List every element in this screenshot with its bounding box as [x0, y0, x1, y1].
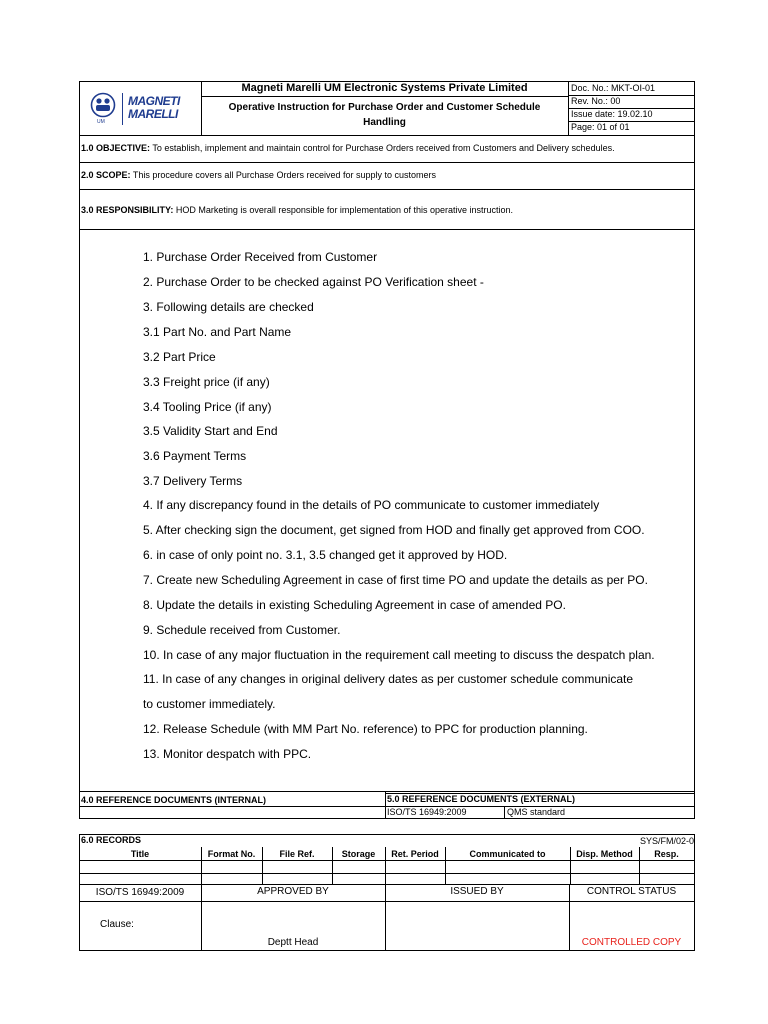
logo-marelli-text: MARELLI	[128, 107, 178, 121]
procedure-step: 12. Release Schedule (with MM Part No. reference) to PPC for production planning.	[143, 722, 588, 736]
procedure-step: 3.4 Tooling Price (if any)	[143, 400, 272, 414]
footer-control-status: CONTROL STATUS	[586, 886, 677, 897]
responsibility-label: 3.0 RESPONSIBILITY:	[81, 205, 174, 215]
procedure-step: 3. Following details are checked	[143, 300, 314, 314]
company-name: Magneti Marelli UM Electronic Systems Private Limited	[241, 82, 528, 94]
records-title: 6.0 RECORDS	[81, 835, 142, 845]
records-column-disp-method: Disp. Method	[576, 849, 633, 859]
procedure-step: 8. Update the details in existing Scheduling Agreement in case of amended PO.	[143, 598, 566, 612]
reference-external-item: ISO/TS 16949:2009	[387, 807, 467, 817]
footer-issued-by: ISSUED BY	[450, 886, 504, 897]
procedure-step: 2. Purchase Order to be checked against PO Verification sheet -	[143, 275, 484, 289]
um-logo-icon	[90, 92, 116, 118]
document-title-line2: Handling	[363, 117, 406, 128]
reference-internal-title: 4.0 REFERENCE DOCUMENTS (INTERNAL)	[81, 795, 267, 805]
procedure-step: 3.7 Delivery Terms	[143, 474, 243, 488]
procedure-step: 4. If any discrepancy found in the details of PO communicate to customer immediately	[143, 498, 600, 512]
reference-external-title: 5.0 REFERENCE DOCUMENTS (EXTERNAL)	[387, 794, 576, 804]
procedure-step: 3.2 Part Price	[143, 350, 216, 364]
scope-label: 2.0 SCOPE:	[81, 170, 131, 180]
objective-text: To establish, implement and maintain control for Purchase Orders received from Customers and Delivery schedules.	[152, 143, 615, 153]
logo-um-text: UM	[97, 119, 105, 125]
logo-magneti-text: MAGNETI	[128, 94, 180, 108]
procedure-step: 7. Create new Scheduling Agreement in case of first time PO and update the details as per PO.	[143, 573, 648, 587]
records-column-storage: Storage	[341, 849, 376, 859]
procedure-step: 6. in case of only point no. 3.1, 3.5 changed get it approved by HOD.	[143, 548, 508, 562]
issue-date: Issue date: 19.02.10	[571, 109, 653, 119]
records-column-format-no: Format No.	[207, 849, 256, 859]
controlled-copy-stamp: CONTROLLED COPY	[581, 937, 682, 948]
procedure-step: 9. Schedule received from Customer.	[143, 623, 341, 637]
objective-label: 1.0 OBJECTIVE:	[81, 143, 151, 153]
doc-number: Doc. No.: MKT-OI-01	[571, 83, 656, 93]
records-form-code: SYS/FM/02-0	[639, 836, 694, 846]
page-number: Page: 01 of 01	[571, 122, 630, 132]
records-column-file-ref: File Ref.	[279, 849, 315, 859]
procedure-step: 3.3 Freight price (if any)	[143, 375, 270, 389]
responsibility-section	[81, 205, 513, 216]
document-title-line1: Operative Instruction for Purchase Order and Customer Schedule	[228, 102, 541, 113]
responsibility-text: HOD Marketing is overall responsible for implementation of this operative instruction.	[175, 205, 514, 215]
revision-number: Rev. No.: 00	[571, 96, 621, 106]
records-column-communicated-to: Communicated to	[469, 849, 546, 859]
objective-section	[81, 143, 615, 154]
procedure-step: 1. Purchase Order Received from Customer	[143, 250, 378, 264]
procedure-step: 3.5 Validity Start and End	[143, 424, 278, 438]
scope-section	[81, 170, 436, 181]
reference-external-item: QMS standard	[507, 807, 566, 817]
procedure-step: 13. Monitor despatch with PPC.	[143, 747, 312, 761]
company-logo	[86, 90, 196, 128]
footer-standard: ISO/TS 16949:2009	[95, 887, 185, 898]
records-column-resp: Resp.	[654, 849, 679, 859]
procedure-step: 3.1 Part No. and Part Name	[143, 325, 292, 339]
records-column-title: Title	[130, 849, 150, 859]
procedure-step: 11. In case of any changes in original delivery dates as per customer schedule communicate	[143, 672, 634, 686]
footer-deptt-head: Deptt Head	[267, 937, 319, 948]
footer-approved-by: APPROVED BY	[257, 886, 329, 897]
procedure-step: to customer immediately.	[143, 697, 276, 711]
scope-text: This procedure covers all Purchase Orders received for supply to customers	[132, 170, 437, 180]
procedure-step: 3.6 Payment Terms	[143, 449, 247, 463]
records-column-ret-period: Ret. Period	[391, 849, 439, 859]
procedure-steps	[79, 230, 695, 792]
procedure-step: 10. In case of any major fluctuation in the requirement call meeting to discuss the despatch plan.	[143, 648, 655, 662]
procedure-step: 5. After checking sign the document, get signed from HOD and finally get approved from COO.	[143, 523, 645, 537]
footer-clause: Clause:	[100, 919, 134, 930]
